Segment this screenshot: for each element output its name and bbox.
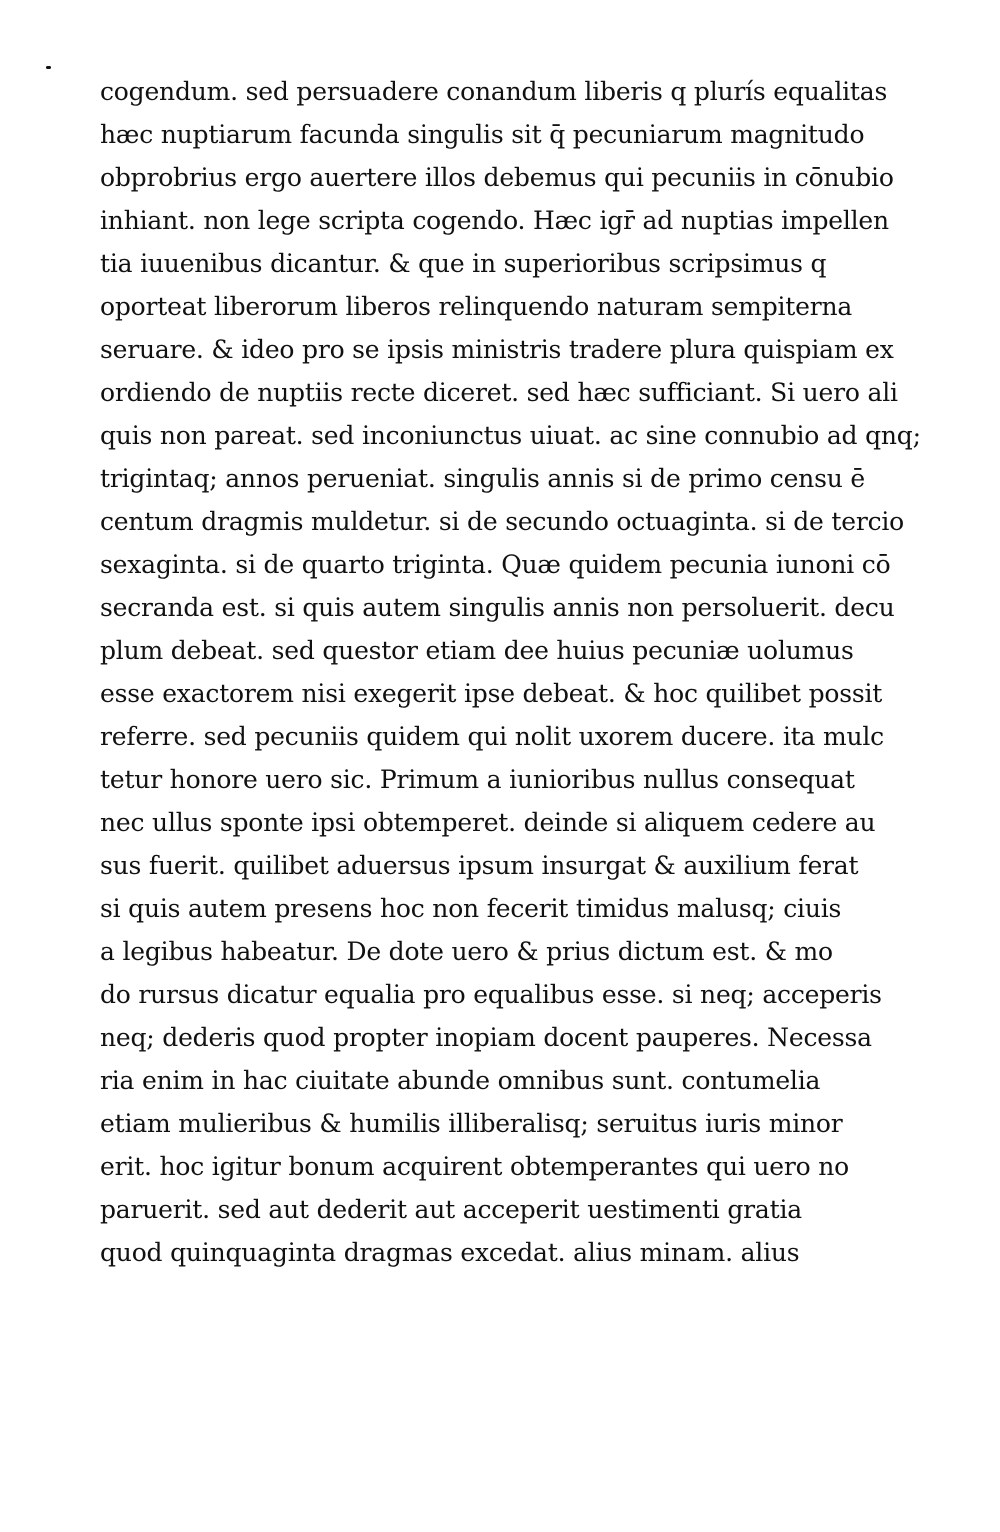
text-line: plum debeat. sed questor etiam dee huius pecuniæ uolumus bbox=[100, 636, 854, 665]
text-line: cogendum. sed persuadere conandum liberis q plurís equalitas bbox=[100, 77, 888, 106]
text-line: hæc nuptiarum facunda singulis sit q̄ pecuniarum magnitudo bbox=[100, 120, 865, 149]
text-line: tetur honore uero sic. Primum a iunioribus nullus consequat bbox=[100, 765, 855, 794]
text-line: obprobrius ergo auertere illos debemus qui pecuniis in cōnubio bbox=[100, 163, 894, 192]
text-line: paruerit. sed aut dederit aut acceperit uestimenti gratia bbox=[100, 1195, 802, 1224]
text-line: si quis autem presens hoc non fecerit timidus malusq; ciuis bbox=[100, 894, 842, 923]
text-line: erit. hoc igitur bonum acquirent obtemperantes qui uero no bbox=[100, 1152, 849, 1181]
text-line: referre. sed pecuniis quidem qui nolit uxorem ducere. ita mulc bbox=[100, 722, 884, 751]
text-line: quis non pareat. sed inconiunctus uiuat. ac sine connubio ad qnq; bbox=[100, 421, 921, 450]
text-line: sus fuerit. quilibet aduersus ipsum insurgat & auxilium ferat bbox=[100, 851, 859, 880]
text-line: etiam mulieribus & humilis illiberalisq; seruitus iuris minor bbox=[100, 1109, 843, 1138]
text-line: nec ullus sponte ipsi obtemperet. deinde si aliquem cedere au bbox=[100, 808, 876, 837]
text-line: secranda est. si quis autem singulis annis non persoluerit. decu bbox=[100, 593, 895, 622]
text-line: seruare. & ideo pro se ipsis ministris tradere plura quispiam ex bbox=[100, 335, 894, 364]
text-line: tia iuuenibus dicantur. & que in superioribus scripsimus q bbox=[100, 249, 827, 278]
manuscript-text bbox=[100, 70, 950, 1274]
text-line: oporteat liberorum liberos relinquendo naturam sempiterna bbox=[100, 292, 853, 321]
text-line: sexaginta. si de quarto triginta. Quæ quidem pecunia iunoni cō bbox=[100, 550, 891, 579]
text-line: centum dragmis muldetur. si de secundo octuaginta. si de tercio bbox=[100, 507, 905, 536]
ink-speck bbox=[46, 66, 51, 69]
text-line: ria enim in hac ciuitate abunde omnibus sunt. contumelia bbox=[100, 1066, 821, 1095]
text-line: esse exactorem nisi exegerit ipse debeat. & hoc quilibet possit bbox=[100, 679, 883, 708]
text-line: a legibus habeatur. De dote uero & prius dictum est. & mo bbox=[100, 937, 833, 966]
text-line: ordiendo de nuptiis recte diceret. sed hæc sufficiant. Si uero ali bbox=[100, 378, 898, 407]
text-line: quod quinquaginta dragmas excedat. alius minam. alius bbox=[100, 1238, 800, 1267]
text-line: inhiant. non lege scripta cogendo. Hæc igr̄ ad nuptias impellen bbox=[100, 206, 889, 235]
text-line: do rursus dicatur equalia pro equalibus esse. si neq; acceperis bbox=[100, 980, 882, 1009]
text-line: neq; dederis quod propter inopiam docent pauperes. Necessa bbox=[100, 1023, 872, 1052]
text-line: trigintaq; annos perueniat. singulis annis si de primo censu ē bbox=[100, 464, 865, 493]
